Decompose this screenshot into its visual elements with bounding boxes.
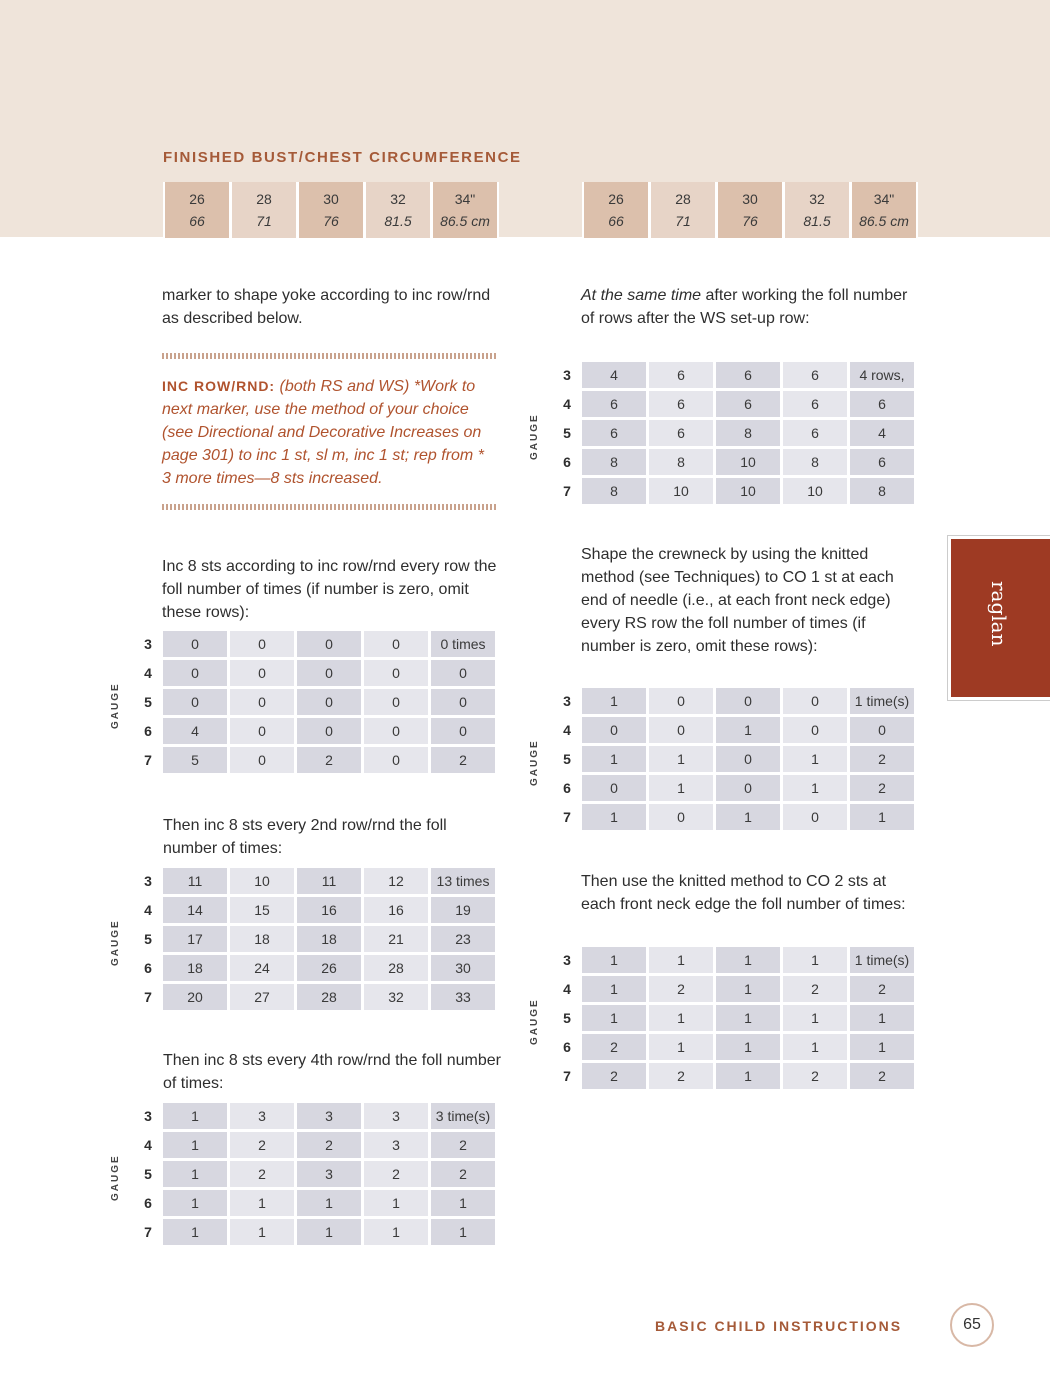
gauge-number: 3: [563, 952, 571, 968]
gauge-number: 7: [563, 809, 571, 825]
table-cell: 1: [783, 746, 847, 772]
table-cell: 0: [649, 688, 713, 714]
table-cell: 33: [431, 984, 495, 1010]
gauge-number: 6: [144, 960, 152, 976]
table-cell: 0: [783, 688, 847, 714]
table-cell: 0: [716, 775, 780, 801]
gauge-axis-label: GAUGE: [529, 739, 540, 786]
table-cell: 0: [649, 804, 713, 830]
table-cell: 6: [783, 391, 847, 417]
note-lead: INC ROW/RND:: [162, 378, 276, 394]
table-cell: 0: [364, 689, 428, 715]
table-cell: 2: [364, 1161, 428, 1187]
table-cell: 11: [163, 868, 227, 894]
table-cell: 1: [163, 1132, 227, 1158]
table-cell: 1: [163, 1219, 227, 1245]
gauge-number: 4: [144, 1137, 152, 1153]
gauge-number: 6: [563, 454, 571, 470]
gauge-number: 4: [563, 396, 571, 412]
gauge-row: [552, 688, 914, 714]
table-cell: 8: [783, 449, 847, 475]
table-cell: 2: [230, 1161, 294, 1187]
table-cell: 26: [297, 955, 361, 981]
size-cell: 26 66: [165, 182, 229, 238]
table-cell: 3: [297, 1103, 361, 1129]
table-cell: 2: [649, 1063, 713, 1089]
table-cell: 16: [364, 897, 428, 923]
table-cell: 1: [649, 775, 713, 801]
table-cell: 0: [431, 718, 495, 744]
table-cell: 30: [431, 955, 495, 981]
section-title: FINISHED BUST/CHEST CIRCUMFERENCE: [163, 149, 522, 166]
table-cell: 28: [297, 984, 361, 1010]
table-cell: 5: [163, 747, 227, 773]
right-para-1-rest: after working the foll number of rows after the WS set-up row:: [581, 287, 908, 327]
gauge-row: [133, 747, 495, 773]
table-cell: 2: [297, 1132, 361, 1158]
gauge-number: 5: [144, 931, 152, 947]
table-cell: 1: [364, 1219, 428, 1245]
table-cell: 6: [649, 362, 713, 388]
table-cell: 0: [364, 718, 428, 744]
gauge-row: [133, 631, 495, 657]
table-cell: 6: [850, 391, 914, 417]
table-cell: 1: [716, 804, 780, 830]
table-cell: 1: [163, 1190, 227, 1216]
table-cell: 2: [297, 747, 361, 773]
table-cell: 15: [230, 897, 294, 923]
size-cell: 28 71: [232, 182, 296, 238]
table-cell: 1: [716, 1005, 780, 1031]
right-para-1: [581, 284, 911, 330]
table-cell: 6: [649, 420, 713, 446]
gauge-axis-label: GAUGE: [529, 998, 540, 1045]
table-cell: 3: [297, 1161, 361, 1187]
gauge-row: [133, 660, 495, 686]
table-cell: 6: [716, 362, 780, 388]
table-cell: 1: [582, 804, 646, 830]
table-cell: 24: [230, 955, 294, 981]
size-cell: 32 81.5: [366, 182, 430, 238]
size-cell: 28 71: [651, 182, 715, 238]
gauge-table-crewneck-2sts: [529, 947, 914, 1092]
gauge-number: 6: [144, 723, 152, 739]
gauge-row: [133, 926, 495, 952]
section-tab-label: raglan: [987, 581, 1011, 647]
table-cell: 12: [364, 868, 428, 894]
gauge-number: 7: [144, 752, 152, 768]
table-cell: 1: [163, 1161, 227, 1187]
page-number: 65: [950, 1303, 994, 1347]
table-cell: 0: [431, 689, 495, 715]
table-cell: 3: [364, 1132, 428, 1158]
table-cell: 1: [582, 947, 646, 973]
table-cell: 28: [364, 955, 428, 981]
gauge-row: [552, 362, 914, 388]
table-cell: 2: [850, 1063, 914, 1089]
table-cell: 0: [364, 747, 428, 773]
gauge-row: [133, 1190, 495, 1216]
gauge-number: 4: [563, 981, 571, 997]
table-cell: 2: [783, 1063, 847, 1089]
gauge-number: 3: [563, 367, 571, 383]
table-cell: 0: [582, 775, 646, 801]
table-cell: 2: [850, 976, 914, 1002]
table-cell: 6: [582, 420, 646, 446]
table-cell: 0: [364, 631, 428, 657]
table-cell: 8: [582, 478, 646, 504]
table-cell: 0: [783, 804, 847, 830]
dashed-divider: [162, 504, 496, 510]
table-cell: 1: [783, 947, 847, 973]
gauge-row: [133, 897, 495, 923]
table-cell: 0: [297, 660, 361, 686]
table-cell: 0: [163, 660, 227, 686]
table-cell: 0: [850, 717, 914, 743]
gauge-number: 7: [144, 1224, 152, 1240]
size-cell: 34" 86.5 cm: [852, 182, 916, 238]
gauge-number: 5: [563, 1010, 571, 1026]
footer-section: BASIC CHILD INSTRUCTIONS: [655, 1318, 903, 1334]
table-cell: 2: [431, 747, 495, 773]
table-cell: 10: [783, 478, 847, 504]
table-cell: 14: [163, 897, 227, 923]
table-cell: 0: [297, 718, 361, 744]
table-cell: 8: [850, 478, 914, 504]
table-cell: 18: [163, 955, 227, 981]
gauge-row: [133, 689, 495, 715]
size-cell: 32 81.5: [785, 182, 849, 238]
size-cell: 34" 86.5 cm: [433, 182, 497, 238]
table-cell: 1: [582, 1005, 646, 1031]
table-cell: 10: [716, 478, 780, 504]
gauge-row: [552, 1063, 914, 1089]
gauge-number: 5: [563, 751, 571, 767]
table-cell: 13 times: [431, 868, 495, 894]
table-cell: 8: [716, 420, 780, 446]
gauge-row: [133, 718, 495, 744]
table-cell: 1: [582, 746, 646, 772]
table-cell: 2: [431, 1161, 495, 1187]
gauge-row: [133, 1161, 495, 1187]
table-cell: 1: [783, 1034, 847, 1060]
table-cell: 21: [364, 926, 428, 952]
table-cell: 0: [230, 747, 294, 773]
table-cell: 1: [431, 1219, 495, 1245]
table-cell: 0: [649, 717, 713, 743]
gauge-row: [552, 478, 914, 504]
left-para-3: Then inc 8 sts every 2nd row/rnd the foll number of times:: [163, 817, 447, 857]
table-cell: 0: [230, 689, 294, 715]
table-cell: 2: [850, 746, 914, 772]
table-cell: 4: [850, 420, 914, 446]
table-cell: 6: [783, 362, 847, 388]
right-para-3: Then use the knitted method to CO 2 sts at each front neck edge the foll number of times:: [581, 873, 906, 913]
gauge-table-every-4th: [110, 1103, 495, 1248]
gauge-number: 3: [144, 1108, 152, 1124]
table-cell: 16: [297, 897, 361, 923]
gauge-number: 6: [144, 1195, 152, 1211]
table-cell: 2: [850, 775, 914, 801]
gauge-row: [133, 1219, 495, 1245]
table-cell: 2: [431, 1132, 495, 1158]
table-cell: 1 time(s): [850, 947, 914, 973]
gauge-row: [133, 868, 495, 894]
gauge-row: [552, 391, 914, 417]
table-cell: 1: [850, 1005, 914, 1031]
gauge-axis-label: GAUGE: [110, 1154, 121, 1201]
table-cell: 0: [163, 631, 227, 657]
table-cell: 1: [582, 976, 646, 1002]
table-cell: 1 time(s): [850, 688, 914, 714]
table-cell: 6: [716, 391, 780, 417]
gauge-number: 5: [144, 1166, 152, 1182]
table-cell: 1: [297, 1219, 361, 1245]
gauge-number: 4: [144, 665, 152, 681]
note-text: [162, 359, 496, 504]
table-cell: 3: [364, 1103, 428, 1129]
table-cell: 4: [163, 718, 227, 744]
table-cell: 0: [716, 746, 780, 772]
table-cell: 6: [850, 449, 914, 475]
table-cell: 32: [364, 984, 428, 1010]
table-cell: 0: [431, 660, 495, 686]
table-cell: 1: [716, 976, 780, 1002]
gauge-row: [552, 804, 914, 830]
left-para-2: Inc 8 sts according to inc row/rnd every row the foll number of times (if number is zero, omit these rows):: [162, 558, 497, 621]
table-cell: 0: [297, 631, 361, 657]
gauge-row: [552, 717, 914, 743]
gauge-table-every-2nd: [110, 868, 495, 1013]
table-cell: 0: [230, 718, 294, 744]
table-cell: 3: [230, 1103, 294, 1129]
table-cell: 2: [582, 1034, 646, 1060]
gauge-row: [552, 1034, 914, 1060]
table-cell: 1: [850, 804, 914, 830]
table-cell: 2: [783, 976, 847, 1002]
table-cell: 0: [783, 717, 847, 743]
table-cell: 8: [582, 449, 646, 475]
gauge-number: 6: [563, 780, 571, 796]
table-cell: 1: [783, 775, 847, 801]
table-cell: 1: [649, 947, 713, 973]
gauge-number: 4: [563, 722, 571, 738]
table-cell: 11: [297, 868, 361, 894]
left-para-4: Then inc 8 sts every 4th row/rnd the foll number of times:: [163, 1052, 501, 1092]
gauge-row: [552, 449, 914, 475]
right-para-2: Shape the crewneck by using the knitted method (see Techniques) to CO 1 st at each end of needle (i.e., at each front neck edge) every RS row the foll number of times (if number is zero, omit these rows):: [581, 546, 894, 655]
gauge-axis-label: GAUGE: [110, 919, 121, 966]
gauge-row: [552, 947, 914, 973]
table-cell: 1: [163, 1103, 227, 1129]
gauge-axis-label: GAUGE: [529, 413, 540, 460]
left-para-1: marker to shape yoke according to inc row/rnd as described below.: [162, 287, 491, 327]
gauge-table-every-row: [110, 631, 495, 776]
gauge-number: 3: [563, 693, 571, 709]
size-cell: 30 76: [718, 182, 782, 238]
table-cell: 17: [163, 926, 227, 952]
italic-phrase: At the same time: [581, 287, 702, 304]
size-table-right: [582, 182, 918, 238]
gauge-row: [133, 1103, 495, 1129]
table-cell: 0: [230, 631, 294, 657]
gauge-number: 6: [563, 1039, 571, 1055]
gauge-number: 5: [563, 425, 571, 441]
size-cell: 30 76: [299, 182, 363, 238]
gauge-row: [133, 984, 495, 1010]
gauge-number: 7: [563, 1068, 571, 1084]
size-cell: 26 66: [584, 182, 648, 238]
gauge-table-rows-after-setup: [529, 362, 914, 507]
table-cell: 6: [649, 391, 713, 417]
gauge-row: [552, 420, 914, 446]
table-cell: 4 rows,: [850, 362, 914, 388]
table-cell: 3 time(s): [431, 1103, 495, 1129]
inc-row-note: [162, 353, 496, 510]
table-cell: 23: [431, 926, 495, 952]
gauge-row: [133, 955, 495, 981]
table-cell: 18: [297, 926, 361, 952]
table-cell: 19: [431, 897, 495, 923]
table-cell: 1: [230, 1219, 294, 1245]
gauge-row: [133, 1132, 495, 1158]
table-cell: 10: [716, 449, 780, 475]
table-cell: 27: [230, 984, 294, 1010]
table-cell: 1: [716, 947, 780, 973]
table-cell: 20: [163, 984, 227, 1010]
size-table-left: [163, 182, 499, 238]
table-cell: 8: [649, 449, 713, 475]
table-cell: 2: [230, 1132, 294, 1158]
table-cell: 1: [297, 1190, 361, 1216]
table-cell: 1: [716, 717, 780, 743]
table-cell: 6: [783, 420, 847, 446]
gauge-number: 7: [563, 483, 571, 499]
gauge-number: 3: [144, 873, 152, 889]
table-cell: 0: [297, 689, 361, 715]
table-cell: 0 times: [431, 631, 495, 657]
table-cell: 1: [649, 1005, 713, 1031]
table-cell: 1: [850, 1034, 914, 1060]
gauge-row: [552, 746, 914, 772]
table-cell: 0: [230, 660, 294, 686]
table-cell: 1: [364, 1190, 428, 1216]
section-tab[interactable]: [948, 536, 1050, 700]
table-cell: 4: [582, 362, 646, 388]
table-cell: 10: [230, 868, 294, 894]
gauge-row: [552, 1005, 914, 1031]
table-cell: 1: [431, 1190, 495, 1216]
table-cell: 1: [230, 1190, 294, 1216]
table-cell: 1: [582, 688, 646, 714]
table-cell: 1: [716, 1034, 780, 1060]
table-cell: 0: [716, 688, 780, 714]
gauge-table-crewneck-1st: [529, 688, 914, 833]
table-cell: 6: [582, 391, 646, 417]
table-cell: 10: [649, 478, 713, 504]
table-cell: 2: [582, 1063, 646, 1089]
table-cell: 1: [783, 1005, 847, 1031]
table-cell: 2: [649, 976, 713, 1002]
note-body: (both RS and WS) *Work to next marker, use the method of your choice (see Directional and Decorative Increases on page 301) to inc 1 st, sl m, inc 1 st; rep from * 3 more times—8 sts increased.: [162, 378, 484, 487]
table-cell: 0: [163, 689, 227, 715]
table-cell: 0: [582, 717, 646, 743]
gauge-number: 7: [144, 989, 152, 1005]
gauge-axis-label: GAUGE: [110, 682, 121, 729]
table-cell: 0: [364, 660, 428, 686]
gauge-row: [552, 775, 914, 801]
gauge-number: 4: [144, 902, 152, 918]
table-cell: 18: [230, 926, 294, 952]
gauge-row: [552, 976, 914, 1002]
gauge-number: 3: [144, 636, 152, 652]
gauge-number: 5: [144, 694, 152, 710]
table-cell: 1: [716, 1063, 780, 1089]
table-cell: 1: [649, 746, 713, 772]
table-cell: 1: [649, 1034, 713, 1060]
